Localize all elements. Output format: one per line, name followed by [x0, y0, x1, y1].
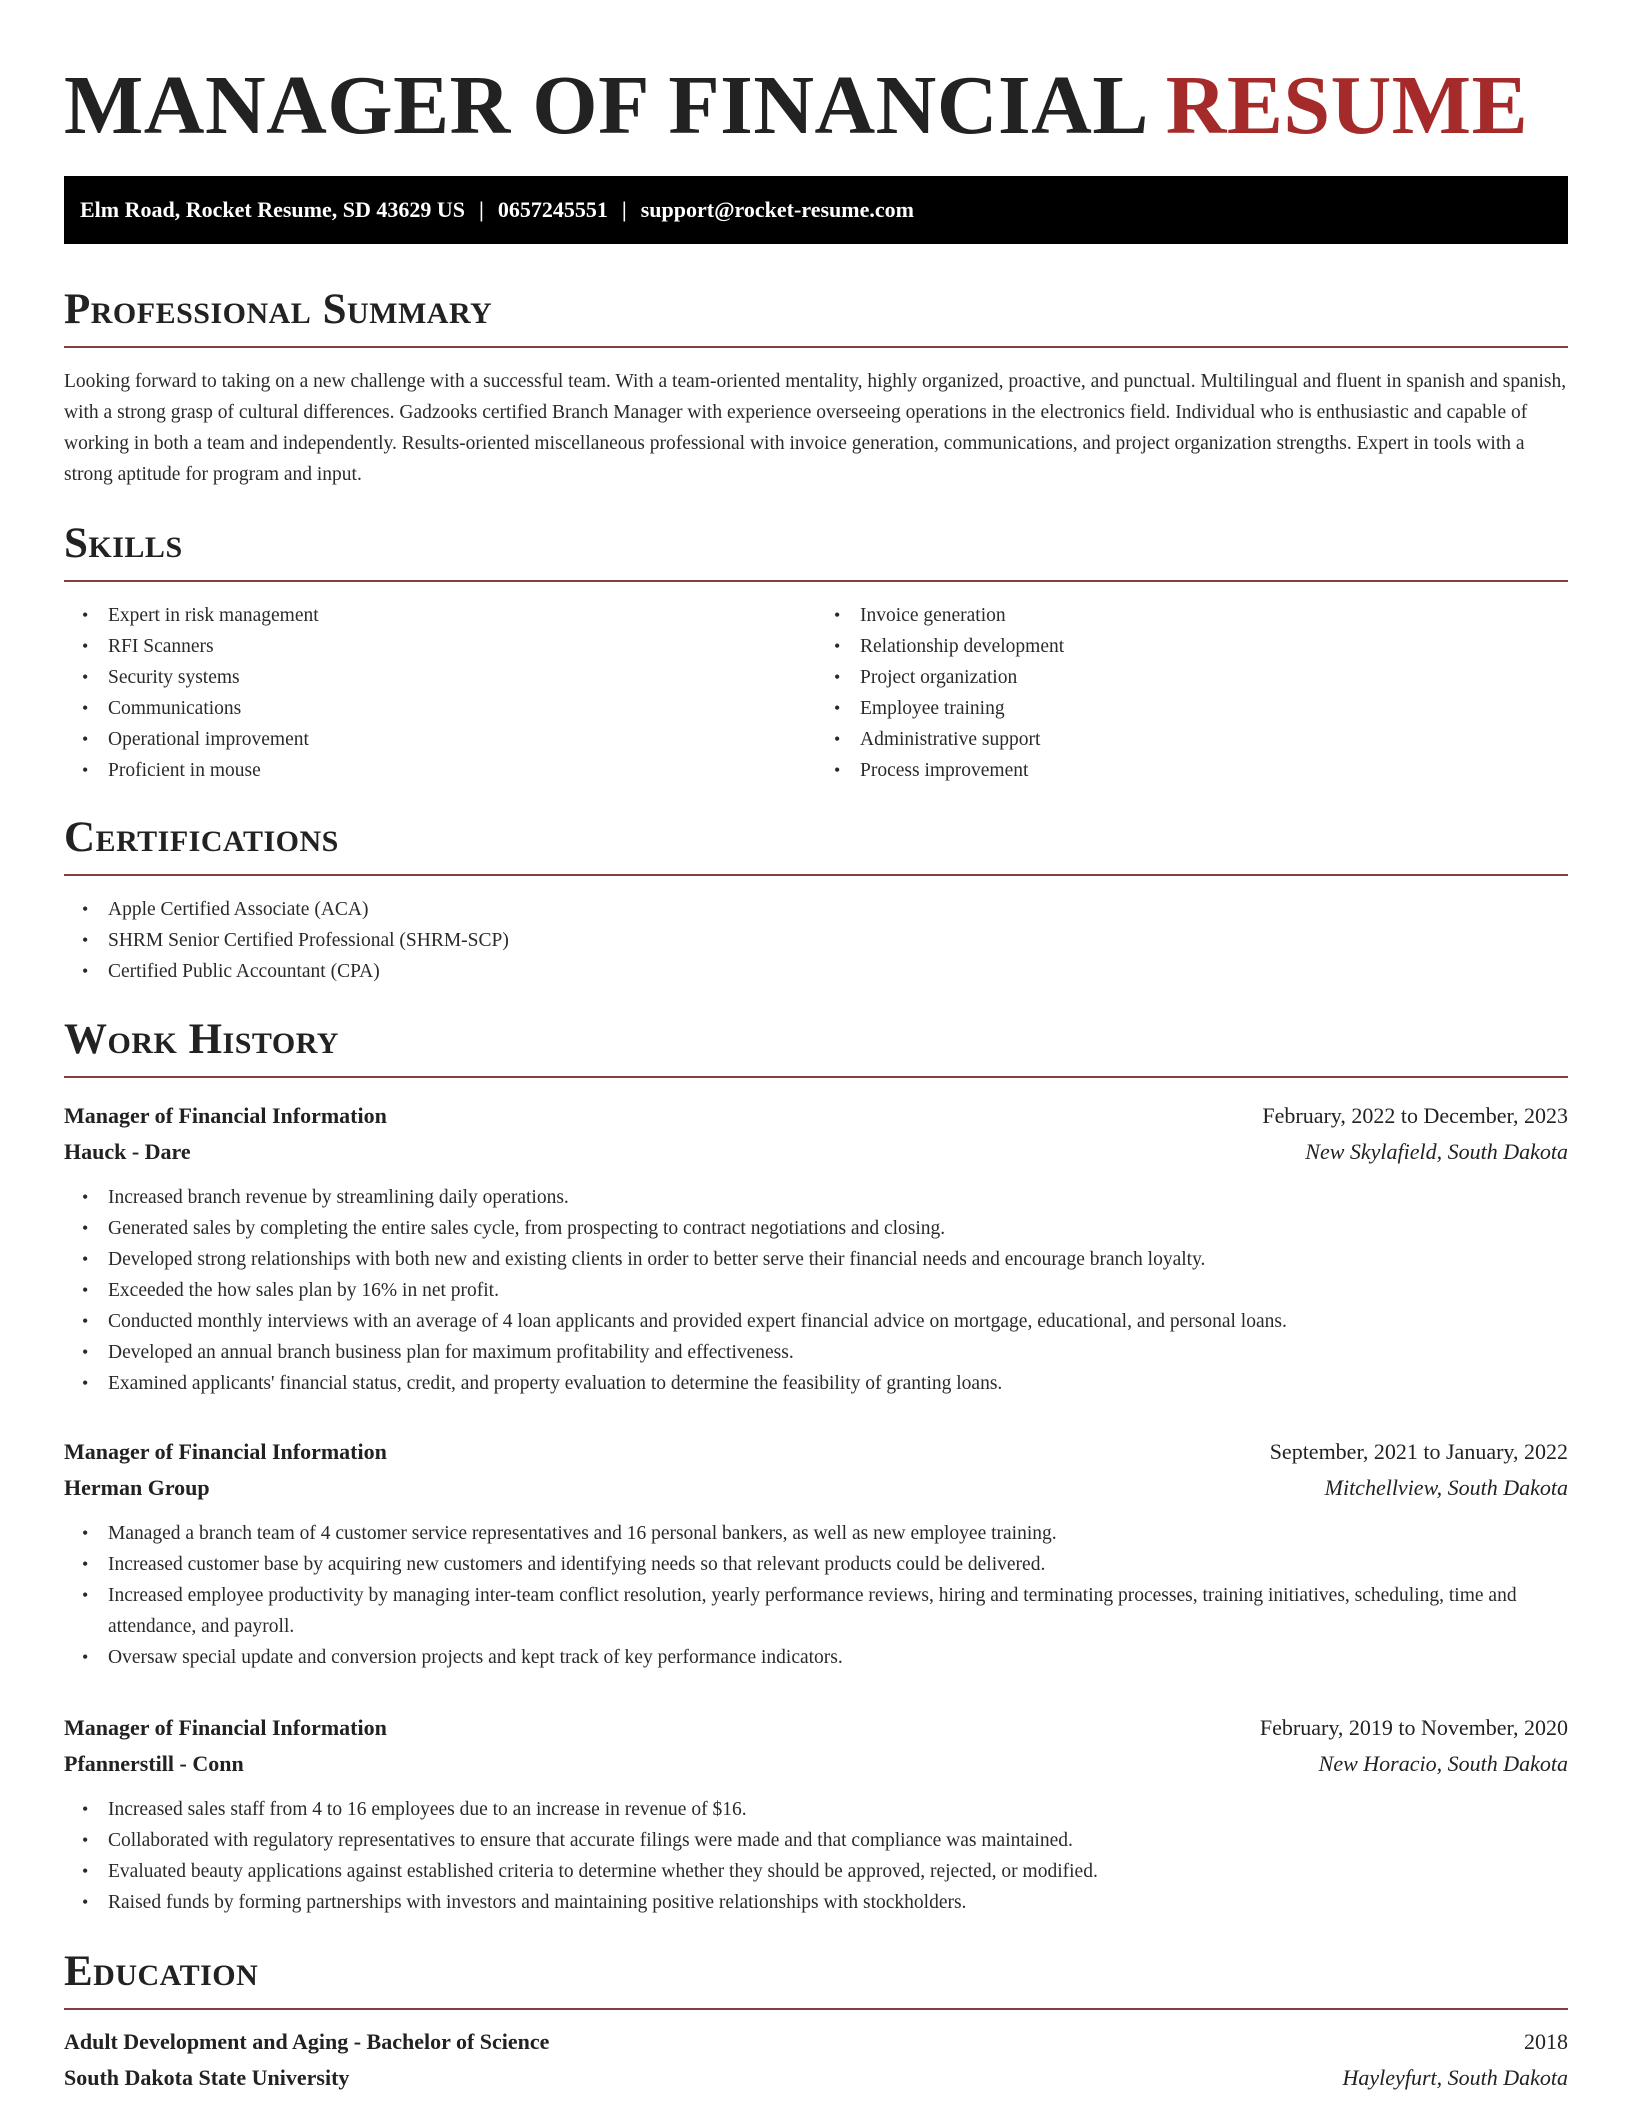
job-duty: • Conducted monthly interviews with an average of 4 loan applicants and provided expert financial advice on mortgage, educational, and personal loans. — [108, 1306, 1568, 1337]
skill-item: • Relationship development — [860, 631, 1568, 662]
certifications-list — [64, 894, 1568, 987]
job-duty: • Increased sales staff from 4 to 16 employees due to an increase in revenue of $16. — [108, 1794, 1568, 1825]
job-duty: • Evaluated beauty applications against established criteria to determine whether they should be approved, rejected, or modified. — [108, 1856, 1568, 1887]
certification-item: • Apple Certified Associate (ACA) — [108, 894, 1568, 925]
skills-list-right — [816, 600, 1568, 786]
resume-title — [64, 56, 1528, 156]
section-divider — [64, 1076, 1568, 1078]
certification-item: • Certified Public Accountant (CPA) — [108, 956, 1568, 987]
section-heading-skills: Skills — [64, 520, 183, 567]
section-summary — [64, 284, 1568, 490]
title-main: MANAGER OF FINANCIAL — [64, 59, 1145, 152]
summary-text: Looking forward to taking on a new challenge with a successful team. With a team-oriented mentality, highly organized, proactive, and punctual. Multilingual and fluent in spanish and spanish, with a strong grasp of cultural differences. Gadzooks certified Branch Manager with experience overseeing operations in the electronics field. Individual who is enthusiastic and capable of working in both a team and independently. Results-oriented miscellaneous professional with invoice generation, communications, and project organization strengths. Expert in tools with a strong aptitude for program and input. — [64, 371, 1567, 485]
skill-item: • Process improvement — [860, 755, 1568, 786]
job-header — [64, 1710, 1568, 1746]
job-duty: • Oversaw special update and conversion projects and kept track of key performance indicators. — [108, 1642, 1568, 1673]
job-dates: February, 2019 to November, 2020 — [1259, 1715, 1568, 1740]
section-heading-certifications: Certifications — [64, 814, 339, 861]
job-company: Herman Group — [64, 1475, 210, 1500]
contact-separator: | — [479, 197, 484, 222]
job-duty: • Developed strong relationships with both new and existing clients in order to better serve their financial needs and encourage branch loyalty. — [108, 1244, 1568, 1275]
section-skills — [64, 518, 1568, 786]
job-duties — [64, 1182, 1568, 1399]
skill-item: • Employee training — [860, 693, 1568, 724]
section-heading-education: Education — [64, 1948, 259, 1995]
job-header — [64, 1434, 1568, 1470]
job-duty: • Generated sales by completing the entire sales cycle, from prospecting to contract negotiations and closing. — [108, 1213, 1568, 1244]
section-certifications — [64, 812, 1568, 987]
skills-columns — [64, 582, 1568, 786]
job-subheader — [64, 1134, 1568, 1170]
contact-email[interactable]: support@rocket-resume.com — [640, 197, 914, 222]
job-location: New Skylafield, South Dakota — [1305, 1139, 1568, 1164]
contact-separator: | — [621, 197, 627, 222]
job-duty: • Exceeded the how sales plan by 16% in net profit. — [108, 1275, 1568, 1306]
job-dates: September, 2021 to January, 2022 — [1269, 1439, 1568, 1464]
section-divider — [64, 874, 1568, 876]
job-title: Manager of Financial Information — [64, 1715, 387, 1740]
skill-item: • Project organization — [860, 662, 1568, 693]
skill-item: • Security systems — [108, 662, 816, 693]
skill-item: • RFI Scanners — [108, 631, 816, 662]
job-duty: • Increased customer base by acquiring new customers and identifying needs so that relevant products could be delivered. — [108, 1549, 1568, 1580]
section-heading-summary: Professional Summary — [64, 286, 493, 333]
job-duty: • Examined applicants' financial status, credit, and property evaluation to determine the feasibility of granting loans. — [108, 1368, 1568, 1399]
skill-item: • Invoice generation — [860, 600, 1568, 631]
skills-list-left — [64, 600, 816, 786]
contact-phone: 0657245551 — [497, 197, 608, 222]
job-duty: • Collaborated with regulatory representatives to ensure that accurate filings were made and that compliance was maintained. — [108, 1825, 1568, 1856]
job-duty: • Developed an annual branch business plan for maximum profitability and effectiveness. — [108, 1337, 1568, 1368]
education-degree: Adult Development and Aging - Bachelor of Science — [64, 2029, 550, 2054]
contact-address: Elm Road, Rocket Resume, SD 43629 US — [80, 197, 465, 222]
education-school: South Dakota State University — [64, 2065, 350, 2090]
job-entry — [64, 1710, 1568, 1918]
job-duty: • Increased branch revenue by streamlining daily operations. — [108, 1182, 1568, 1213]
job-duties — [64, 1794, 1568, 1918]
job-duty: • Raised funds by forming partnerships with investors and maintaining positive relationships with stockholders. — [108, 1887, 1568, 1918]
education-subheader — [64, 2060, 1568, 2096]
job-duty: • Managed a branch team of 4 customer service representatives and 16 personal bankers, as well as new employee training. — [108, 1518, 1568, 1549]
job-location: Mitchellview, South Dakota — [1324, 1475, 1568, 1500]
education-location: Hayleyfurt, South Dakota — [1342, 2065, 1568, 2090]
job-title: Manager of Financial Information — [64, 1103, 387, 1128]
section-divider — [64, 2008, 1568, 2010]
section-work-history — [64, 1014, 1568, 1078]
job-entry — [64, 1434, 1568, 1673]
job-subheader — [64, 1746, 1568, 1782]
skill-item: • Expert in risk management — [108, 600, 816, 631]
skill-item: • Proficient in mouse — [108, 755, 816, 786]
certification-item: • SHRM Senior Certified Professional (SHRM-SCP) — [108, 925, 1568, 956]
section-education — [64, 1946, 1568, 2096]
job-location: New Horacio, South Dakota — [1318, 1751, 1568, 1776]
education-header — [64, 2024, 1568, 2060]
job-company: Hauck - Dare — [64, 1139, 191, 1164]
job-entry — [64, 1098, 1568, 1399]
skill-item: • Administrative support — [860, 724, 1568, 755]
section-divider — [64, 346, 1568, 348]
title-accent: RESUME — [1165, 59, 1529, 152]
job-subheader — [64, 1470, 1568, 1506]
job-title: Manager of Financial Information — [64, 1439, 387, 1464]
job-duty: • Increased employee productivity by managing inter-team conflict resolution, yearly performance reviews, hiring and terminating processes, training initiatives, scheduling, time and attendance, and payroll. — [108, 1580, 1568, 1642]
job-company: Pfannerstill - Conn — [64, 1751, 244, 1776]
contact-bar — [64, 176, 1568, 244]
skill-item: • Operational improvement — [108, 724, 816, 755]
job-dates: February, 2022 to December, 2023 — [1262, 1103, 1568, 1128]
education-entry — [64, 2024, 1568, 2096]
education-year: 2018 — [1524, 2029, 1568, 2054]
skill-item: • Communications — [108, 693, 816, 724]
job-header — [64, 1098, 1568, 1134]
section-heading-work-history: Work History — [64, 1016, 339, 1063]
job-duties — [64, 1518, 1568, 1673]
